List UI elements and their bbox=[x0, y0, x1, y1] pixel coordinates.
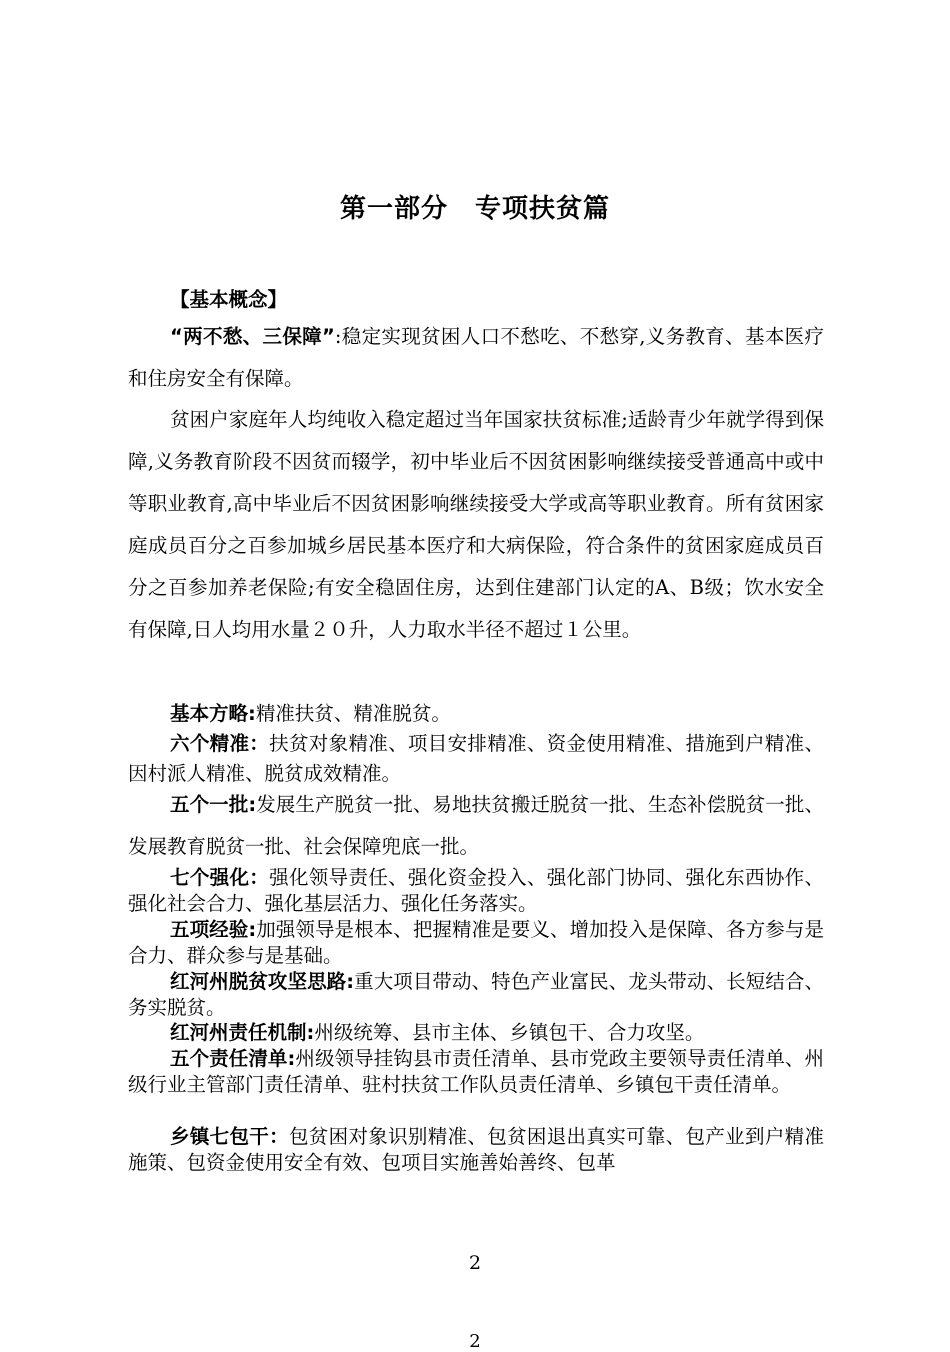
page-title: 第一部分 专项扶贫篇 bbox=[339, 194, 610, 224]
term-township-contracts: 乡镇七包干： bbox=[170, 1125, 289, 1148]
paragraph-seven-strengthenings bbox=[128, 865, 824, 917]
paragraph-five-batches bbox=[128, 784, 824, 868]
term-five-batches: 五个一批: bbox=[170, 793, 257, 816]
paragraph-honghe-approach bbox=[128, 969, 824, 1021]
term-honghe-mechanism: 红河州责任机制: bbox=[170, 1021, 315, 1044]
paragraph-two-no-worries bbox=[128, 316, 824, 400]
page-number: 2 bbox=[468, 1252, 482, 1274]
paragraph-five-experiences bbox=[128, 917, 824, 969]
text-five-responsibility-lists: 州级领导挂钩县市责任清单、县市党政主要领导责任清单、州级行业主管部门责任清单、驻村扶贫工作队员责任清单、乡镇包干责任清单。 bbox=[128, 1047, 824, 1096]
text-five-batches: 发展生产脱贫一批、易地扶贫搬迁脱贫一批、生态补偿脱贫一批、发展教育脱贫一批、社会保障兜底一批。 bbox=[128, 793, 824, 858]
paragraph-basic-strategy bbox=[128, 699, 824, 729]
section-heading: 【基本概念】 bbox=[170, 288, 288, 311]
term-five-experiences: 五项经验: bbox=[170, 918, 257, 941]
text-five-experiences: 加强领导是根本、把握精准是要义、增加投入是保障、各方参与是合力、群众参与是基础。 bbox=[128, 918, 824, 967]
term-basic-strategy: 基本方略: bbox=[170, 702, 256, 725]
paragraph-poverty-standards bbox=[128, 399, 824, 651]
paragraph-five-responsibility-lists bbox=[128, 1046, 824, 1098]
text-honghe-approach: 重大项目带动、特色产业富民、龙头带动、长短结合、务实脱贫。 bbox=[128, 970, 824, 1019]
paragraph-honghe-mechanism bbox=[128, 1020, 824, 1046]
text-poverty-standards: 贫困户家庭年人均纯收入稳定超过当年国家扶贫标准;适龄青少年就学得到保障,义务教育阶段不因贫而辍学，初中毕业后不因贫困影响继续接受普通高中或中等职业教育,高中毕业后不因贫困影响继续接受大学或高等职业教育。所有贫困家庭成员百分之百参加城乡居民基本医疗和大病保险，符合条件的贫困家庭成员百分之百参加养老保险;有安全稳固住房，达到住建部门认定的A、B级；饮水安全有保障,日人均用水量２０升，人力取水半径不超过１公里。 bbox=[128, 408, 824, 641]
text-six-precisions: 扶贫对象精准、项目安排精准、资金使用精准、措施到户精准、因村派人精准、脱贫成效精准。 bbox=[128, 732, 824, 785]
term-honghe-approach: 红河州脱贫攻坚思路: bbox=[170, 970, 355, 993]
text-seven-strengthenings: 强化领导责任、强化资金投入、强化部门协同、强化东西协作、强化社会合力、强化基层活力、强化任务落实。 bbox=[128, 866, 824, 915]
text-township-contracts: 包贫困对象识别精准、包贫困退出真实可靠、包产业到户精准施策、包资金使用安全有效、包项目实施善始善终、包革 bbox=[128, 1125, 824, 1174]
text-honghe-mechanism: 州级统筹、县市主体、乡镇包干、合力攻坚。 bbox=[314, 1021, 705, 1044]
text-two-no-worries: :稳定实现贫困人口不愁吃、不愁穿,义务教育、基本医疗和住房安全有保障。 bbox=[128, 325, 824, 390]
term-seven-strengthenings: 七个强化： bbox=[170, 866, 270, 889]
term-two-no-worries: “两不愁、三保障” bbox=[170, 325, 335, 348]
term-five-responsibility-lists: 五个责任清单: bbox=[170, 1047, 296, 1070]
page-number-cut: 2 bbox=[469, 1331, 481, 1352]
term-six-precisions: 六个精准： bbox=[170, 732, 270, 755]
text-basic-strategy: 精准扶贫、精准脱贫。 bbox=[255, 702, 451, 725]
paragraph-six-precisions bbox=[128, 729, 824, 789]
paragraph-township-contracts bbox=[128, 1124, 824, 1176]
